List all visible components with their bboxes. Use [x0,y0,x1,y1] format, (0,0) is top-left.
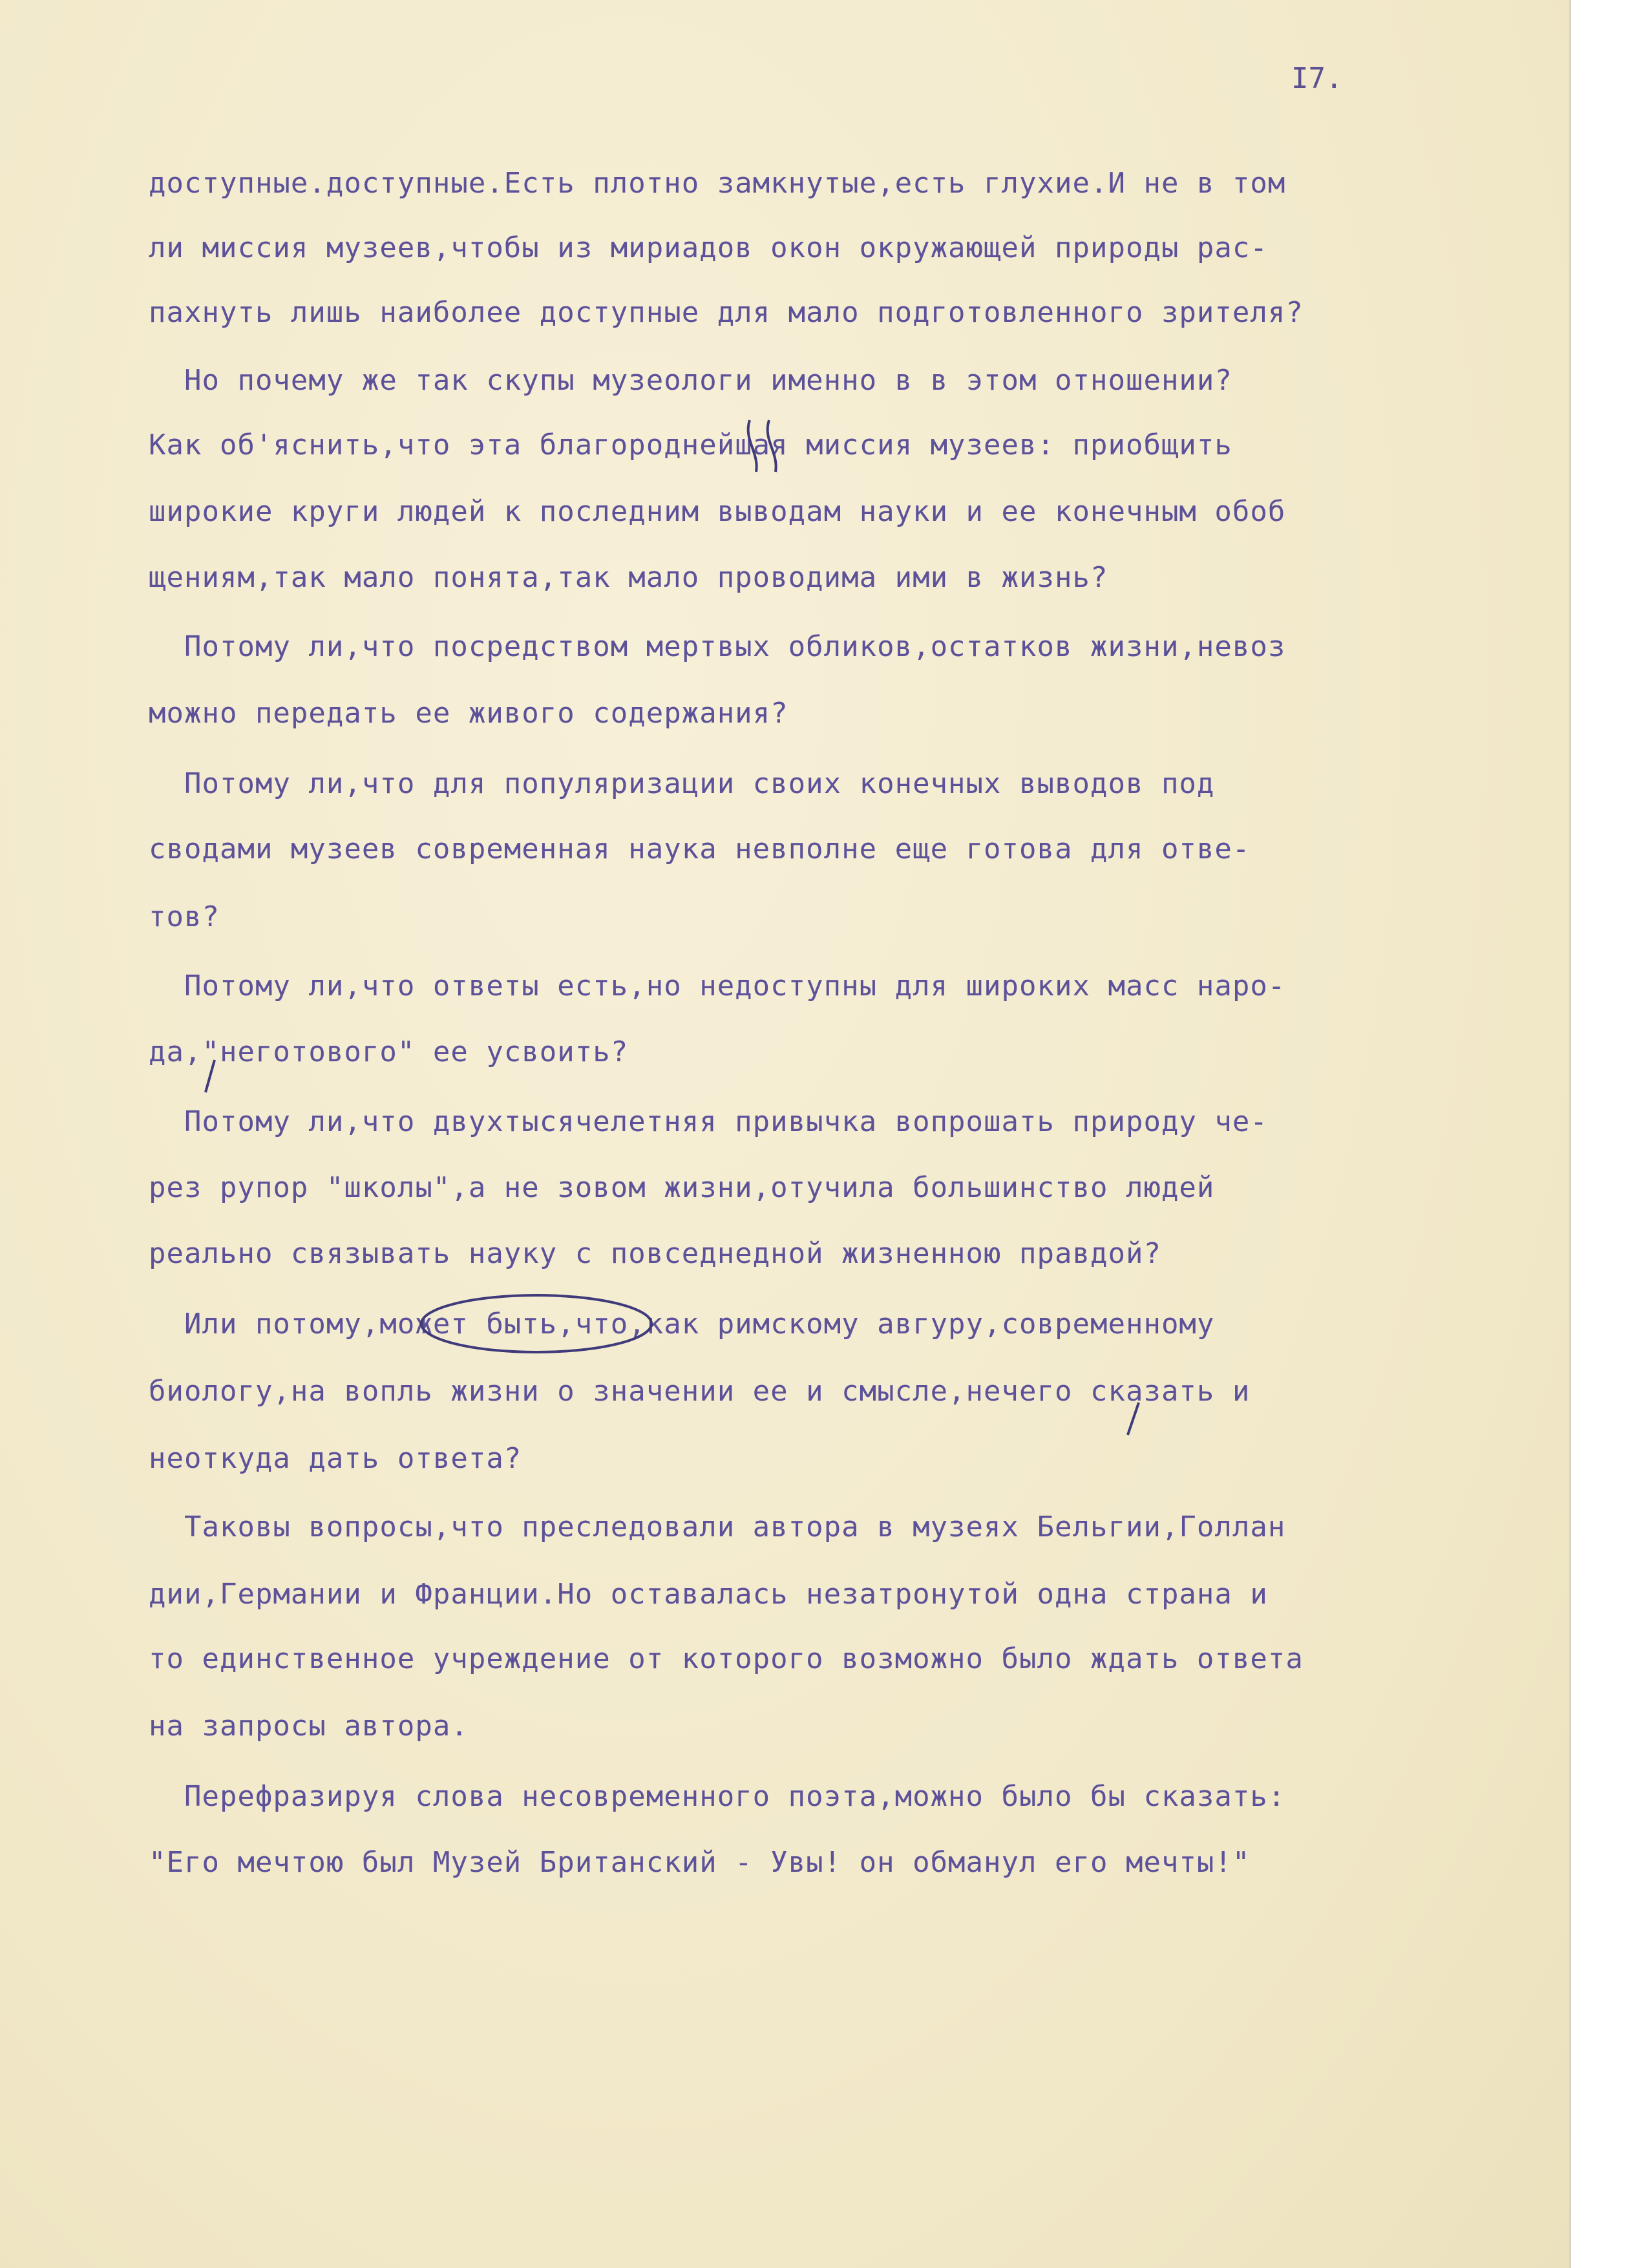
page-number: I7. [1291,62,1343,95]
text-line: да,"неготового" ее усвоить? [149,1035,629,1068]
text-line: можно передать ее живого содержания? [149,697,788,730]
text-line: доступные.доступные.Есть плотно замкнутые,есть глухие.И не в том [149,167,1286,200]
text-line: пахнуть лишь наиболее доступные для мало подготовленного зрителя? [149,296,1304,329]
text-line: широкие круги людей к последним выводам науки и ее конечным обоб [149,495,1286,528]
text-line: Потому ли,что посредством мертвых обликов,остатков жизни,невоз [149,630,1286,663]
text-line: Потому ли,что для популяризации своих конечных выводов под [149,767,1215,800]
text-line: рез рупор "школы",а не зовом жизни,отучила большинство людей [149,1171,1215,1204]
circled-words-mark [421,1295,651,1352]
text-line: Потому ли,что ответы есть,но недоступны для широких масс наро- [149,970,1286,1002]
text-line: Перефразируя слова несовременного поэта,можно было бы сказать: [149,1780,1286,1813]
text-line: Как об'яснить,что эта благороднейшая миссия музеев: приобщить [149,429,1232,461]
text-line: дии,Германии и Франции.Но оставалась незатронутой одна страна и [149,1578,1268,1611]
text-line: тов? [149,900,220,933]
text-line: Но почему же так скупы музеологи именно в в этом отношении? [149,364,1232,397]
text-line: сводами музеев современная наука невполне еще готова для отве- [149,832,1251,865]
text-line: ли миссия музеев,чтобы из мириадов окон окружающей природы рас- [149,231,1268,264]
text-line: Потому ли,что двухтысячелетняя привычка вопрошать природу че- [149,1105,1268,1138]
text-line: то единственное учреждение от которого возможно было ждать ответа [149,1642,1304,1675]
text-line: Или потому,может быть,что,как римскому авгуру,современному [149,1308,1215,1341]
text-line: биологу,на вопль жизни о значении ее и смысле,нечего сказать и [149,1375,1251,1408]
text-line: на запросы автора. [149,1710,469,1743]
comma-mark [206,1060,215,1092]
text-line: щениям,так мало понята,так мало проводима ими в жизнь? [149,561,1108,594]
text-line: Таковы вопросы,что преследовали автора в музеях Бельгии,Голлан [149,1510,1286,1543]
correction-mark [748,420,776,472]
text-line: реально связывать науку с повседнедной жизненною правдой? [149,1237,1161,1270]
text-line: "Его мечтою был Музей Британский - Увы! он обманул его мечты!" [149,1846,1251,1879]
comma-mark [1128,1403,1139,1435]
text-line: неоткуда дать ответа? [149,1442,522,1475]
